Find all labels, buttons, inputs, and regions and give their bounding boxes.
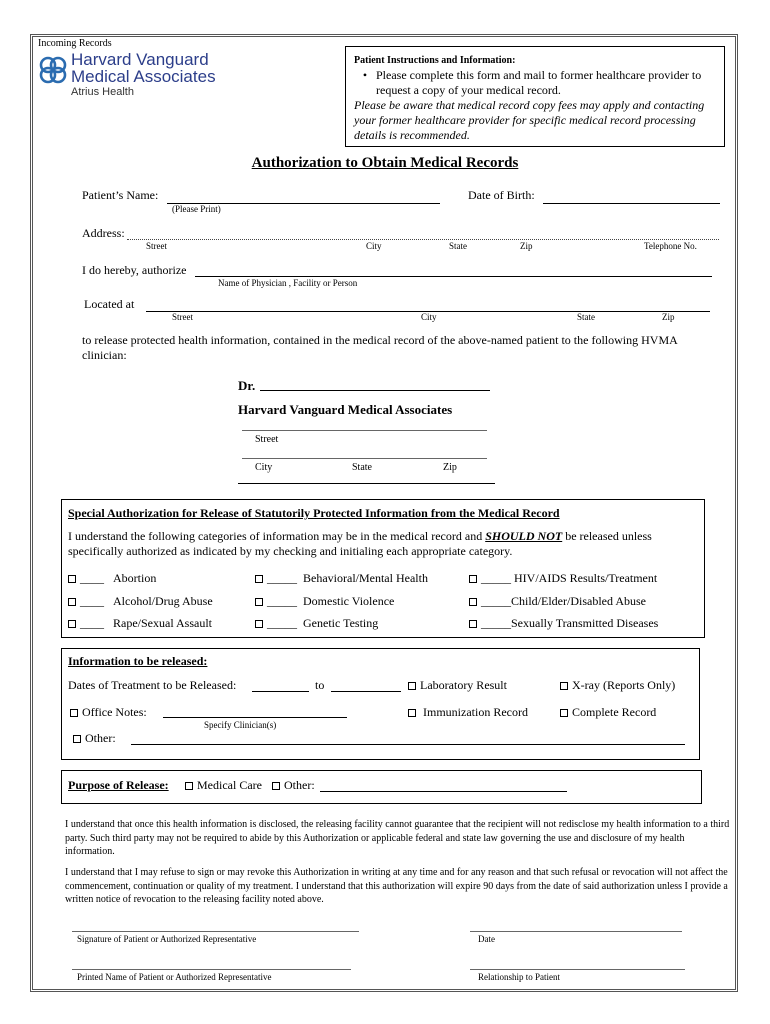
loc-zip-hint: Zip — [662, 312, 675, 322]
cat-domestic[interactable]: _____ Domestic Violence — [255, 594, 394, 609]
relationship-field[interactable] — [470, 969, 685, 970]
purpose-other-option[interactable]: Other: — [272, 778, 315, 793]
checkbox-icon[interactable] — [560, 709, 568, 717]
cat-child-abuse[interactable]: _____Child/Elder/Disabled Abuse — [469, 594, 646, 609]
clinician-street-hint: Street — [255, 434, 279, 445]
address-field[interactable] — [127, 239, 719, 240]
cat-hiv[interactable]: _____ HIV/AIDS Results/Treatment — [469, 571, 657, 586]
cat-rape[interactable]: ____ Rape/Sexual Assault — [68, 616, 212, 631]
checkbox-icon[interactable] — [73, 735, 81, 743]
cat-alcohol[interactable]: ____ Alcohol/Drug Abuse — [68, 594, 213, 609]
date-from-field[interactable] — [252, 691, 309, 692]
logo-line-2: Medical Associates — [71, 67, 216, 86]
xray-option[interactable]: X-ray (Reports Only) — [560, 678, 675, 693]
checkbox-icon[interactable] — [408, 682, 416, 690]
loc-state-hint: State — [577, 312, 595, 322]
incoming-records-label: Incoming Records — [38, 38, 112, 49]
clinician-state-hint: State — [352, 462, 372, 473]
purpose-other-field[interactable] — [320, 791, 567, 792]
loc-street-hint: Street — [172, 312, 193, 322]
form-title: Authorization to Obtain Medical Records — [251, 155, 519, 171]
cat-genetic[interactable]: _____ Genetic Testing — [255, 616, 378, 631]
addr-phone-hint: Telephone No. — [644, 241, 697, 251]
addr-city-hint: City — [366, 241, 382, 251]
signature-field[interactable] — [72, 931, 359, 932]
checkbox-icon[interactable] — [68, 598, 76, 606]
instructions-box: Patient Instructions and Information: • Please complete this form and mail to former healthcare provider to request a copy of your medical record. Please be aware that medical record copy fees may apply and contacting your former healthcare provider for specific medical record processing details is recommended. — [345, 46, 725, 147]
checkbox-icon[interactable] — [272, 782, 280, 790]
office-notes-option[interactable]: Office Notes: — [70, 705, 147, 720]
printed-name-field[interactable] — [72, 969, 351, 970]
located-label: Located at — [84, 297, 135, 311]
addr-street-hint: Street — [146, 241, 167, 251]
checkbox-icon[interactable] — [560, 682, 568, 690]
instructions-italic: Please be aware that medical record copy fees may apply and contacting your former healthcare provider for specific medical record processing details is recommended. — [354, 98, 705, 142]
addr-state-hint: State — [449, 241, 467, 251]
immunization-option[interactable]: Immunization Record — [408, 705, 528, 720]
checkbox-icon[interactable] — [469, 575, 477, 583]
please-print-hint: (Please Print) — [172, 204, 221, 214]
should-not-text: SHOULD NOT — [485, 529, 563, 543]
logo-knot-icon — [38, 55, 68, 85]
legal-paragraph-2: I understand that I may refuse to sign or may revoke this Authorization in writing at any time and for any reason and that such refusal or revocation will not affect the commencement, continuation or quality of my treatment. I understand that this authorization will expire 90 days from the date of said authorization unless I provide a written notice of revocation to the releasing facility noted above. — [65, 867, 728, 905]
addr-zip-hint: Zip — [520, 241, 533, 251]
checkbox-icon[interactable] — [255, 620, 263, 628]
clinician-bottom-rule — [238, 483, 495, 484]
office-notes-field[interactable] — [163, 717, 347, 718]
authorize-label: I do hereby, authorize — [82, 263, 187, 277]
checkbox-icon[interactable] — [185, 782, 193, 790]
dates-label: Dates of Treatment to be Released: — [68, 678, 237, 692]
authorize-hint: Name of Physician , Facility or Person — [218, 278, 358, 288]
checkbox-icon[interactable] — [469, 620, 477, 628]
other-field[interactable] — [131, 744, 685, 745]
checkbox-icon[interactable] — [255, 598, 263, 606]
checkbox-icon[interactable] — [70, 709, 78, 717]
instructions-title: Patient Instructions and Information: — [354, 55, 516, 66]
printed-name-label: Printed Name of Patient or Authorized Representative — [77, 972, 272, 982]
date-field[interactable] — [470, 931, 682, 932]
dr-label: Dr. — [238, 378, 256, 393]
clinician-city-field[interactable] — [242, 458, 487, 459]
logo-line-1: Harvard Vanguard — [71, 50, 209, 69]
complete-record-option[interactable]: Complete Record — [560, 705, 656, 720]
authorize-field[interactable] — [195, 276, 712, 277]
dates-to: to — [315, 678, 325, 692]
checkbox-icon[interactable] — [408, 709, 416, 717]
signature-label: Signature of Patient or Authorized Representative — [77, 934, 257, 944]
logo-line-3: Atrius Health — [71, 86, 134, 98]
special-text-1: I understand the following categories of information may be in the medical record and — [68, 529, 483, 543]
date-label: Date — [478, 934, 495, 944]
special-title: Special Authorization for Release of Statutorily Protected Information from the Medical Record — [68, 506, 560, 520]
date-to-field[interactable] — [331, 691, 401, 692]
cat-std[interactable]: _____Sexually Transmitted Diseases — [469, 616, 658, 631]
address-label: Address: — [82, 226, 125, 240]
checkbox-icon[interactable] — [68, 620, 76, 628]
release-text: to release protected health information, contained in the medical record of the above-named patient to the following HVMA clinician: — [82, 333, 678, 362]
dob-label: Date of Birth: — [468, 188, 535, 202]
purpose-label: Purpose of Release: — [68, 778, 169, 792]
special-text-2: be released unless specifically authorized as indicated by my checking and initialing each appropriate category. — [68, 529, 652, 558]
info-title: Information to be released: — [68, 654, 208, 668]
loc-city-hint: City — [421, 312, 437, 322]
form-title-wrap — [0, 155, 770, 172]
other-option[interactable]: Other: — [73, 731, 116, 746]
checkbox-icon[interactable] — [469, 598, 477, 606]
cat-behavioral[interactable]: _____ Behavioral/Mental Health — [255, 571, 428, 586]
checkbox-icon[interactable] — [255, 575, 263, 583]
patient-name-label: Patient’s Name: — [82, 188, 159, 202]
checkbox-icon[interactable] — [68, 575, 76, 583]
lab-result-option[interactable]: Laboratory Result — [408, 678, 507, 693]
hvma-org-name: Harvard Vanguard Medical Associates — [238, 402, 453, 417]
clinician-street-field[interactable] — [242, 430, 487, 431]
clinician-city-hint: City — [255, 462, 273, 473]
doctor-name-field[interactable] — [260, 390, 490, 391]
instructions-bullet: Please complete this form and mail to former healthcare provider to request a copy of your medical record. — [376, 68, 702, 97]
purpose-medical-option[interactable]: Medical Care — [185, 778, 262, 793]
dob-field[interactable] — [543, 203, 720, 204]
relationship-label: Relationship to Patient — [478, 972, 560, 982]
clinician-zip-hint: Zip — [443, 462, 457, 473]
special-text — [68, 529, 698, 559]
specify-clinician-hint: Specify Clinician(s) — [204, 720, 277, 730]
legal-paragraph-1: I understand that once this health information is disclosed, the releasing facility cannot guarantee that the recipient will not redisclose my health information to a third party. Such third party may not be required to abide by this Authorization or applicable federal and state law governing the use and disclosure of my health information. — [65, 819, 730, 857]
cat-abortion[interactable]: ____ Abortion — [68, 571, 156, 586]
